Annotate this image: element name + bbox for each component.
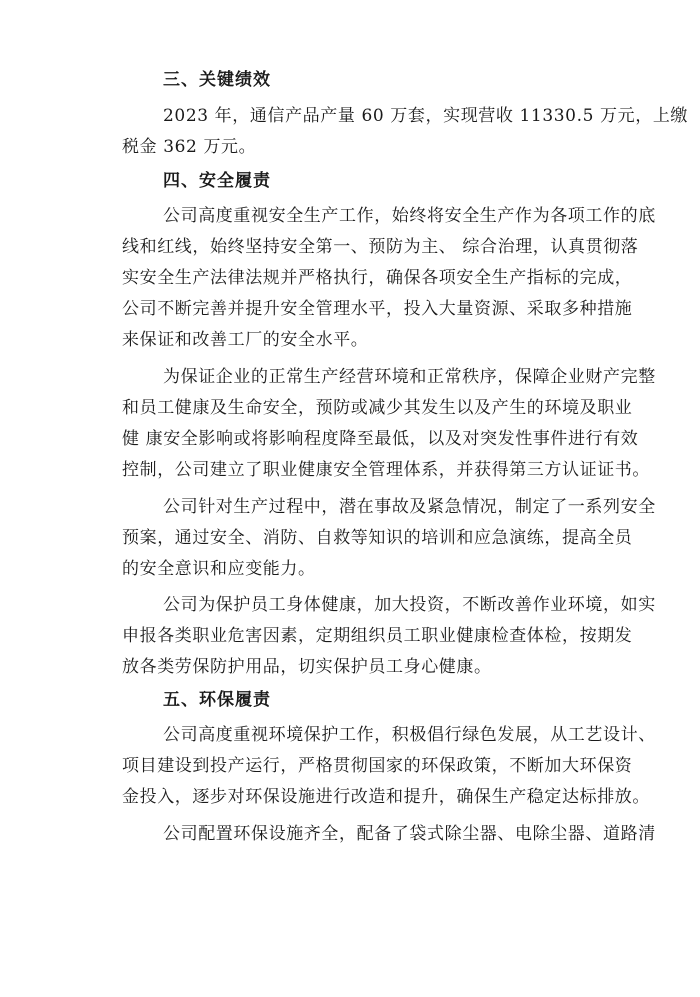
paragraph-line: 的安全意识和应变能力。: [122, 559, 316, 579]
section-heading-environmental-responsibility: 五、环保履责: [163, 690, 271, 710]
paragraph-line: 放各类劳保防护用品，切实保护员工身心健康。: [122, 657, 492, 677]
paragraph-line: 为保证企业的正常生产经营环境和正常秩序，保障企业财产完整: [163, 367, 656, 387]
paragraph-line: 项目建设到投产运行，严格贯彻国家的环保政策，不断加大环保资: [122, 756, 633, 776]
section-heading-safety-responsibility: 四、安全履责: [163, 171, 271, 191]
paragraph-line: 公司针对生产过程中，潜在事故及紧急情况，制定了一系列安全: [163, 497, 656, 517]
paragraph-line: 金投入，逐步对环保设施进行改造和提升，确保生产稳定达标排放。: [122, 787, 650, 807]
paragraph-line: 和员工健康及生命安全，预防或减少其发生以及产生的环境及职业: [122, 398, 633, 418]
section-heading-key-performance: 三、关键绩效: [163, 70, 271, 90]
paragraph-line: 线和红线，始终坚持安全第一、预防为主、 综合治理，认真贯彻落: [122, 237, 639, 257]
paragraph-line: 公司高度重视安全生产工作，始终将安全生产作为各项工作的底: [163, 206, 656, 226]
paragraph-line: 申报各类职业危害因素，定期组织员工职业健康检查体检，按期发: [122, 626, 633, 646]
paragraph-line: 公司不断完善并提升安全管理水平，投入大量资源、采取多种措施: [122, 299, 633, 319]
paragraph-line: 公司高度重视环境保护工作，积极倡行绿色发展，从工艺设计、: [163, 725, 656, 745]
paragraph-line: 2023 年，通信产品产量 60 万套，实现营收 11330.5 万元，上缴: [163, 106, 689, 126]
paragraph-line: 税金 362 万元。: [122, 137, 257, 157]
paragraph-line: 实安全生产法律法规并严格执行，确保各项安全生产指标的完成，: [122, 268, 633, 288]
paragraph-line: 公司为保护员工身体健康，加大投资，不断改善作业环境，如实: [163, 595, 656, 615]
paragraph-line: 来保证和改善工厂的安全水平。: [122, 330, 369, 350]
paragraph-line: 预案，通过安全、消防、自救等知识的培训和应急演练，提高全员: [122, 528, 633, 548]
paragraph-line: 健 康安全影响或将影响程度降至最低，以及对突发性事件进行有效: [122, 429, 639, 449]
paragraph-line: 控制，公司建立了职业健康安全管理体系，并获得第三方认证证书。: [122, 460, 650, 480]
paragraph-line: 公司配置环保设施齐全，配备了袋式除尘器、电除尘器、道路清: [163, 824, 656, 844]
